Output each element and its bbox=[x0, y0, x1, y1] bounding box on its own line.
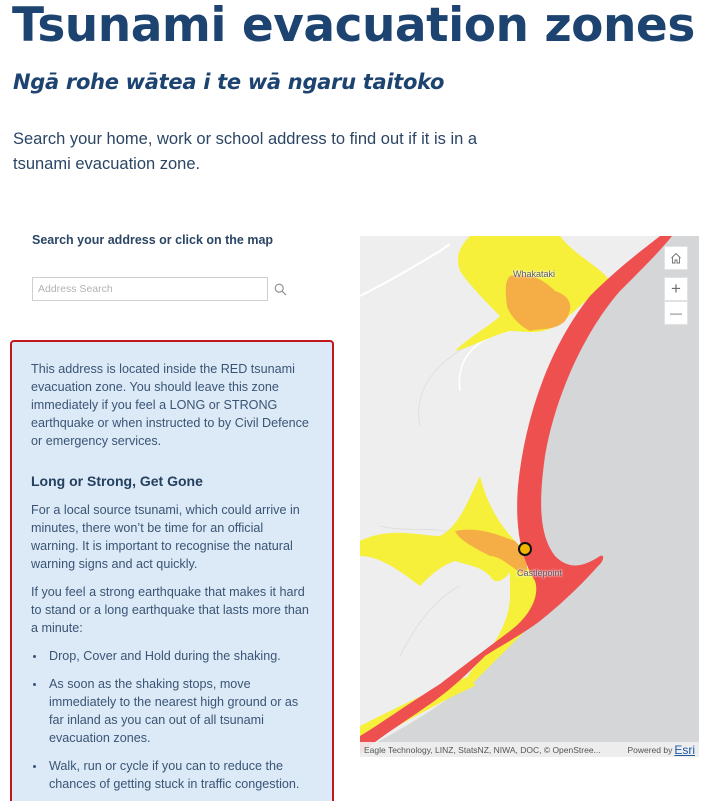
result-paragraph: For a local source tsunami, which could arrive in minutes, there won’t be time for an official warning. It is important to recognise the natural warning signs and act quickly. bbox=[31, 503, 300, 571]
advice-list bbox=[31, 647, 314, 793]
evacuation-zone-map[interactable] bbox=[360, 236, 699, 757]
evacuation-result-panel bbox=[10, 340, 334, 801]
search-heading: Search your address or click on the map bbox=[32, 233, 274, 247]
powered-by-label: Powered by bbox=[627, 744, 673, 755]
page-subtitle: Ngā rohe wātea i te wā ngaru taitoko bbox=[13, 70, 445, 94]
map-label-whakataki: Whakataki bbox=[513, 269, 556, 279]
zoom-out-button[interactable]: — bbox=[664, 301, 688, 325]
location-marker[interactable] bbox=[518, 542, 532, 556]
list-item: Drop, Cover and Hold during the shaking. bbox=[31, 647, 314, 665]
home-icon bbox=[670, 252, 682, 264]
section-heading: Long or Strong, Get Gone bbox=[31, 473, 203, 489]
map-basemap[interactable] bbox=[360, 236, 699, 757]
result-paragraph: If you feel a strong earthquake that makes it hard to stand or a long earthquake that lasts more than a minute: bbox=[31, 585, 309, 635]
search-button[interactable] bbox=[270, 278, 290, 300]
zoom-in-button[interactable]: + bbox=[664, 277, 688, 301]
page-title: Tsunami evacuation zones bbox=[12, 0, 695, 53]
intro-text: Search your home, work or school address to find out if it is in a tsunami evacuation zone. bbox=[13, 130, 478, 173]
address-search-input[interactable] bbox=[32, 277, 268, 301]
attribution-credits[interactable]: Eagle Technology, LINZ, StatsNZ, NIWA, DOC, © OpenStree... bbox=[364, 744, 601, 755]
list-item: Walk, run or cycle if you can to reduce the chances of getting stuck in traffic congestion. bbox=[31, 757, 314, 793]
result-message: This address is located inside the RED tsunami evacuation zone. You should leave this zone immediately if you feel a LONG or STRONG earthquake or when instructed to by Civil Defence or emergency services. bbox=[31, 362, 309, 448]
home-button[interactable] bbox=[664, 246, 688, 270]
search-icon bbox=[274, 283, 287, 296]
list-item: As soon as the shaking stops, move immediately to the nearest high ground or as far inland as you can out of all tsunami evacuation zones. bbox=[31, 675, 314, 747]
map-label-castlepoint: Castlepoint bbox=[517, 568, 563, 578]
map-attribution bbox=[360, 742, 699, 757]
esri-link[interactable]: Esri bbox=[674, 742, 695, 757]
